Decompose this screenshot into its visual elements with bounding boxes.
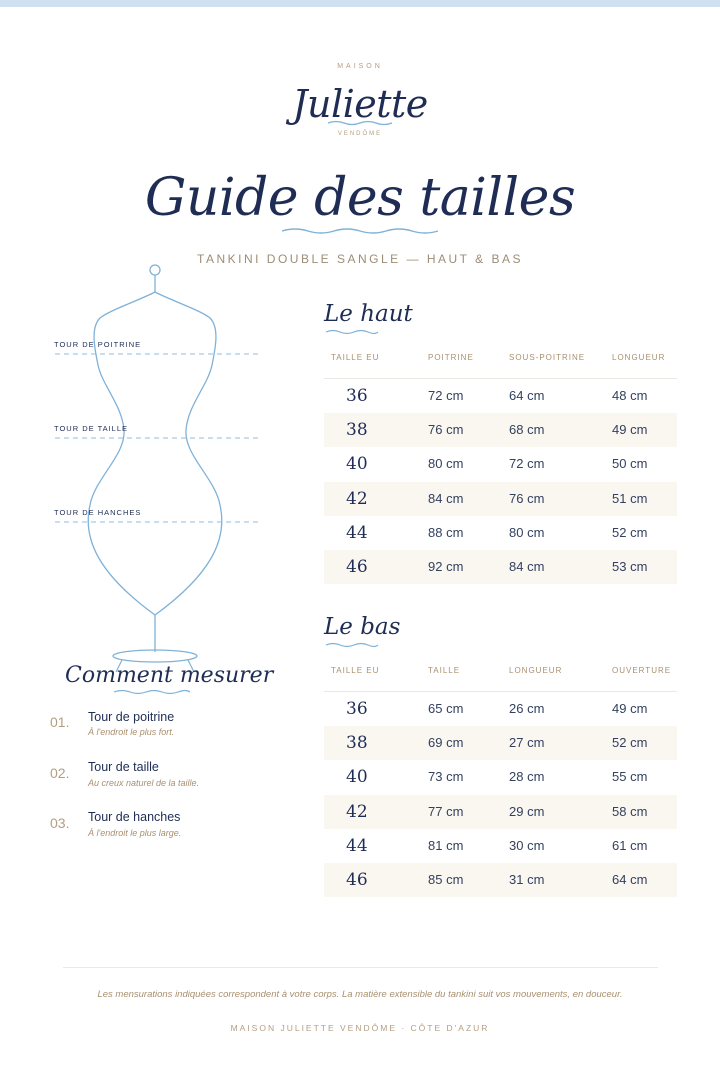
- column-header: POITRINE: [428, 353, 474, 362]
- table-cell: 85 cm: [428, 871, 464, 887]
- table-cell: 73 cm: [428, 769, 464, 785]
- table-cell: 28 cm: [509, 769, 545, 785]
- table-row: [324, 760, 677, 794]
- table-cell: 48 cm: [612, 388, 648, 403]
- bottom-size-table: [324, 658, 677, 692]
- size-cell: 38: [346, 733, 368, 754]
- column-header: SOUS-POITRINE: [509, 353, 586, 362]
- footer-note: Les mensurations indiquées correspondent à votre corps. La matière extensible du tankini suit vos mouvements, en douceur.: [97, 989, 623, 1000]
- step-number: 02.: [50, 765, 70, 781]
- table-cell: 81 cm: [428, 837, 464, 853]
- table-cell: 27 cm: [509, 735, 545, 751]
- table-cell: 80 cm: [509, 524, 545, 540]
- size-cell: 40: [346, 454, 368, 475]
- table-cell: 84 cm: [428, 490, 464, 506]
- column-header: LONGUEUR: [509, 666, 563, 675]
- table-row: [324, 550, 677, 584]
- table-header: [324, 658, 677, 692]
- step-description: Au creux naturel de la taille.: [88, 778, 200, 788]
- top-title-wave-icon: [324, 328, 380, 336]
- table-cell: 80 cm: [428, 456, 464, 472]
- table-row: [324, 482, 677, 516]
- table-cell: 29 cm: [509, 803, 545, 819]
- table-cell: 64 cm: [509, 388, 545, 403]
- table-cell: 68 cm: [509, 422, 545, 438]
- table-cell: 72 cm: [509, 456, 545, 472]
- how-to-title: Comment mesurer: [65, 663, 274, 688]
- size-cell: 36: [346, 386, 368, 406]
- brand-vendome: VENDÔME: [337, 131, 383, 137]
- table-cell: 72 cm: [428, 388, 464, 403]
- column-header: TAILLE EU: [331, 666, 380, 675]
- table-cell: 50 cm: [612, 456, 648, 472]
- step-title: Tour de poitrine: [88, 710, 175, 724]
- table-cell: 84 cm: [509, 558, 545, 574]
- table-header: [324, 345, 677, 379]
- size-cell: 46: [346, 869, 368, 890]
- table-cell: 65 cm: [428, 701, 464, 716]
- size-cell: 42: [346, 488, 368, 509]
- size-cell: 44: [346, 835, 368, 856]
- table-cell: 69 cm: [428, 735, 464, 751]
- page-title: Guide des tailles: [144, 168, 576, 228]
- table-cell: 77 cm: [428, 803, 464, 819]
- table-row: [324, 379, 677, 413]
- size-cell: 44: [346, 522, 368, 543]
- table-cell: 61 cm: [612, 837, 648, 853]
- table-cell: 58 cm: [612, 803, 648, 819]
- top-accent-bar: [0, 0, 720, 7]
- brand-wave-icon: [326, 119, 394, 127]
- table-cell: 76 cm: [428, 422, 464, 438]
- step-description: À l'endroit le plus fort.: [88, 727, 175, 737]
- table-cell: 64 cm: [612, 871, 648, 887]
- table-cell: 52 cm: [612, 735, 648, 751]
- table-row: [324, 829, 677, 863]
- bottom-title-wave-icon: [324, 641, 380, 649]
- table-cell: 49 cm: [612, 422, 648, 438]
- table-cell: 51 cm: [612, 490, 648, 506]
- table-row: [324, 692, 677, 726]
- table-row: [324, 413, 677, 447]
- size-cell: 46: [346, 556, 368, 577]
- table-cell: 53 cm: [612, 558, 648, 574]
- size-cell: 40: [346, 767, 368, 788]
- step-number: 01.: [50, 714, 70, 730]
- size-cell: 38: [346, 420, 368, 441]
- how-to-wave-icon: [112, 688, 192, 696]
- size-cell: 36: [346, 699, 368, 719]
- product-subtitle: TANKINI DOUBLE SANGLE — HAUT & BAS: [197, 252, 523, 266]
- column-header: LONGUEUR: [612, 353, 666, 362]
- table-row: [324, 795, 677, 829]
- title-wave-icon: [280, 226, 440, 236]
- step-title: Tour de taille: [88, 760, 159, 774]
- table-cell: 31 cm: [509, 871, 545, 887]
- column-header: TAILLE: [428, 666, 461, 675]
- table-row: [324, 863, 677, 897]
- table-cell: 26 cm: [509, 701, 545, 716]
- size-cell: 42: [346, 801, 368, 822]
- bottom-size-table-body: [324, 692, 677, 897]
- top-size-table-body: [324, 379, 677, 584]
- mannequin-label-hips: TOUR DE HANCHES: [54, 508, 142, 517]
- brand-maison: MAISON: [337, 63, 383, 70]
- column-header: OUVERTURE: [612, 666, 672, 675]
- bottom-table-title: Le bas: [324, 614, 401, 640]
- table-row: [324, 516, 677, 550]
- table-cell: 88 cm: [428, 524, 464, 540]
- table-row: [324, 447, 677, 481]
- table-cell: 55 cm: [612, 769, 648, 785]
- table-cell: 49 cm: [612, 701, 648, 716]
- table-cell: 52 cm: [612, 524, 648, 540]
- step-title: Tour de hanches: [88, 810, 181, 824]
- table-cell: 92 cm: [428, 558, 464, 574]
- step-number: 03.: [50, 815, 70, 831]
- footer-divider: [63, 967, 658, 968]
- top-table-title: Le haut: [324, 301, 413, 327]
- footer-brand: MAISON JULIETTE VENDÔME · CÔTE D'AZUR: [230, 1023, 490, 1033]
- column-header: TAILLE EU: [331, 353, 380, 362]
- step-description: À l'endroit le plus large.: [88, 828, 182, 838]
- table-cell: 76 cm: [509, 490, 545, 506]
- table-cell: 30 cm: [509, 837, 545, 853]
- mannequin-label-chest: TOUR DE POITRINE: [54, 340, 142, 349]
- mannequin-illustration: [45, 260, 275, 680]
- mannequin-label-waist: TOUR DE TAILLE: [54, 424, 129, 433]
- table-row: [324, 726, 677, 760]
- brand-logo-name: Juliette: [292, 82, 428, 126]
